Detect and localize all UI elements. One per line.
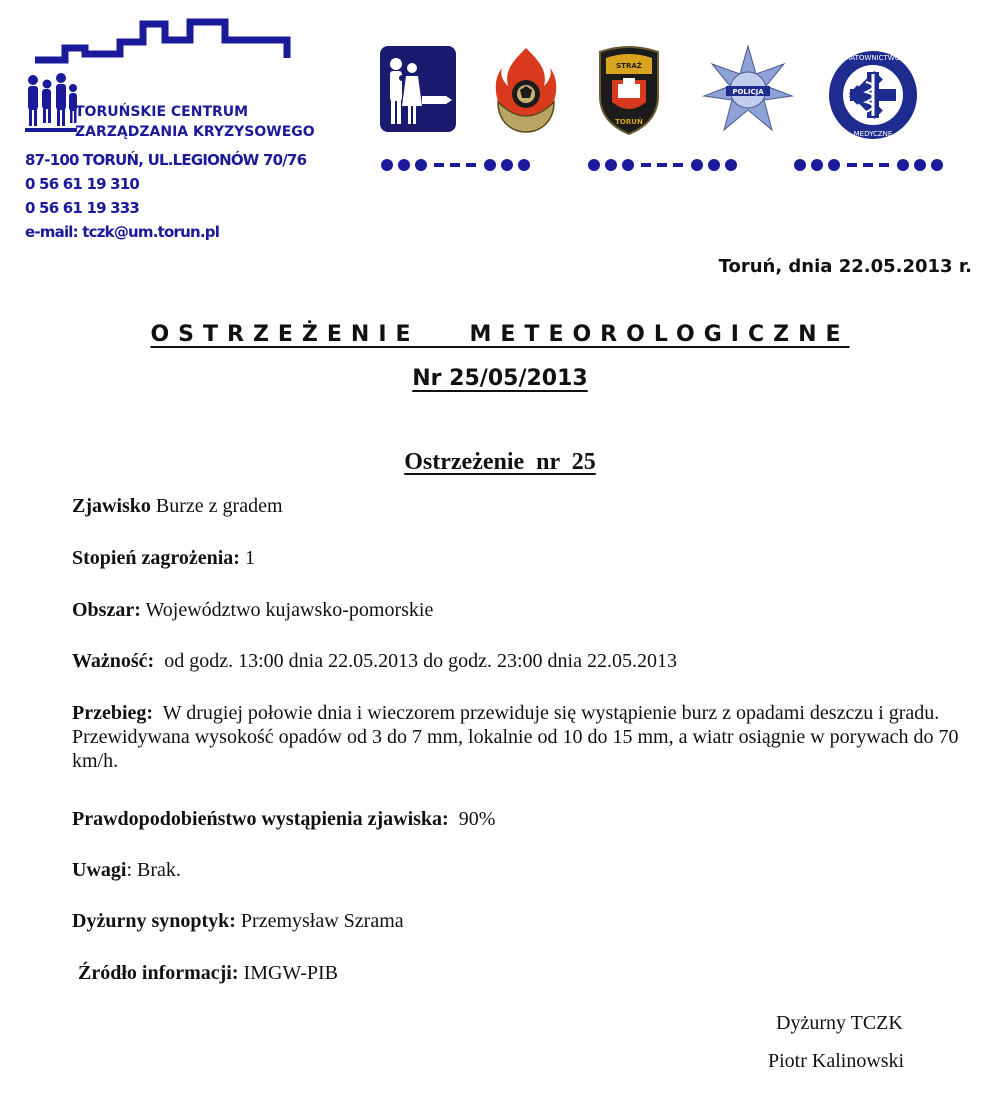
field-probability: [72, 807, 972, 831]
field-degree-value: 1: [244, 547, 255, 569]
field-area: [72, 598, 972, 622]
decorative-divider: [380, 157, 950, 173]
svg-text:STRAŻ: STRAŻ: [616, 62, 642, 70]
document-date: Toruń, dnia 22.05.2013 r.: [718, 256, 972, 277]
field-validity-value: od godz. 13:00 dnia 22.05.2013 do godz. 23:00 dnia 22.05.2013: [164, 650, 677, 672]
field-phenomenon-label: Zjawisko: [72, 495, 151, 517]
field-course-label: Przebieg:: [72, 702, 154, 724]
svg-text:TORUŃ: TORUŃ: [615, 118, 643, 126]
field-validity-label: Ważność:: [72, 650, 155, 672]
svg-text:POLICJA: POLICJA: [732, 88, 764, 96]
organization-name-line1: TORUŃSKIE CENTRUM: [75, 104, 249, 120]
page-title: [0, 322, 1000, 347]
field-remarks: [72, 858, 972, 882]
warning-heading: [0, 449, 1000, 476]
family-care-icon: [380, 46, 456, 132]
field-source-label: Źródło informacji:: [78, 962, 239, 984]
field-degree-label: Stopień zagrożenia:: [72, 547, 240, 569]
signature-role: Dyżurny TCZK: [776, 1012, 903, 1034]
svg-text:RATOWNICTWO: RATOWNICTWO: [845, 54, 901, 62]
field-course: [72, 701, 972, 773]
city-guard-emblem: [596, 46, 662, 136]
field-area-label: Obszar:: [72, 599, 141, 621]
organization-name: [75, 102, 315, 142]
organization-name-line2: ZARZĄDZANIA KRYZYSOWEGO: [75, 124, 315, 140]
organization-email: e-mail: tczk@um.torun.pl: [25, 223, 220, 241]
medical-rescue-icon: [826, 50, 920, 140]
field-validity: [72, 649, 972, 673]
field-source: [78, 961, 978, 985]
document-number: [0, 366, 1000, 391]
field-synoptic-label: Dyżurny synoptyk:: [72, 910, 236, 932]
field-phenomenon-value: Burze z gradem: [155, 495, 283, 517]
signature-name: Piotr Kalinowski: [768, 1050, 905, 1072]
field-area-value: Województwo kujawsko-pomorskie: [145, 599, 434, 621]
field-phenomenon: [72, 494, 972, 518]
svg-text:MEDYCZNE: MEDYCZNE: [853, 130, 893, 138]
warning-heading-text: Ostrzeżenie nr 25: [404, 449, 596, 475]
field-course-value: W drugiej połowie dnia i wieczorem przewiduje się wystąpienie burz z opadami deszczu i gradu. Przewidywana wysokość opadów od 3 do 7 mm, lokalnie od 10 do 15 mm, a wiatr osiągnie w porywach do 70 km/h.: [72, 702, 959, 772]
field-remarks-label: Uwagi: [72, 859, 127, 881]
document-number-text: Nr 25/05/2013: [412, 366, 588, 391]
field-probability-value: 90%: [458, 808, 496, 830]
page-title-text: OSTRZEŻENIE METEOROLOGICZNE: [150, 322, 850, 347]
field-degree: [72, 546, 972, 570]
organization-contact: [25, 148, 306, 244]
field-remarks-value: : Brak.: [126, 859, 181, 881]
organization-address: 87-100 TORUŃ, UL.LEGIONÓW 70/76: [25, 151, 307, 169]
field-synoptic-value: Przemysław Szrama: [240, 910, 404, 932]
organization-phone2: 0 56 61 19 333: [25, 199, 140, 217]
organization-phone1: 0 56 61 19 310: [25, 175, 140, 193]
fire-brigade-emblem: [490, 46, 562, 136]
police-star-icon: [702, 44, 794, 136]
field-source-value: IMGW-PIB: [243, 962, 338, 984]
field-synoptic: [72, 909, 972, 933]
field-probability-label: Prawdopodobieństwo wystąpienia zjawiska:: [72, 808, 449, 830]
